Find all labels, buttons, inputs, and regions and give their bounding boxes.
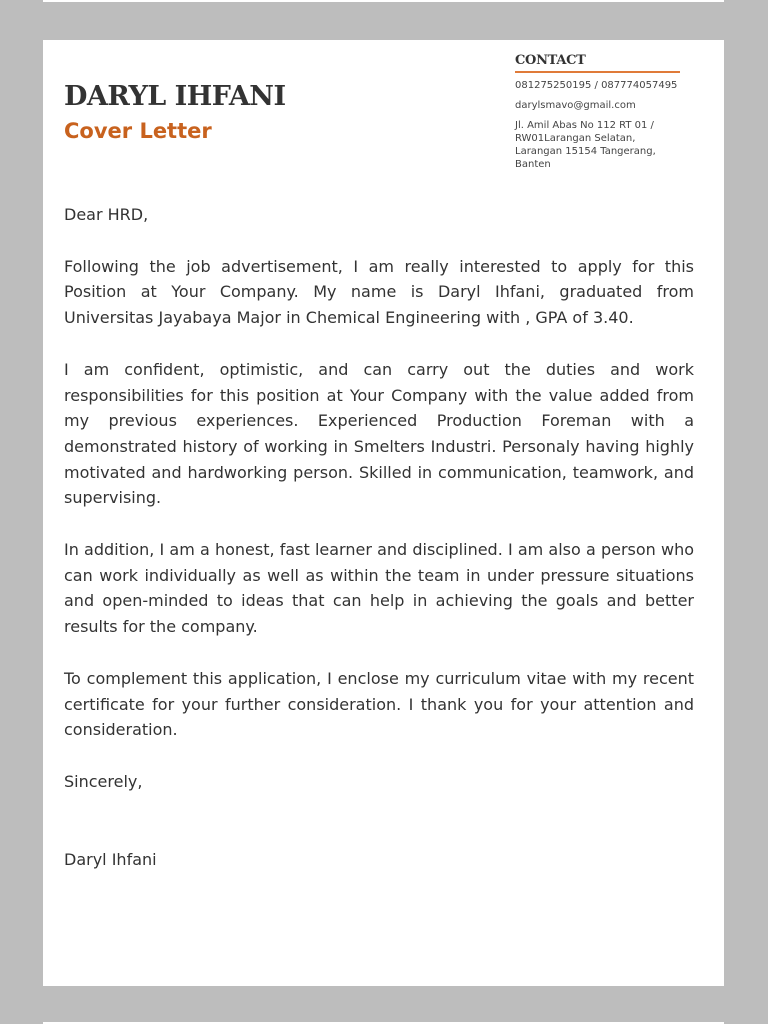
paragraph-enclosure: To complement this application, I enclose my curriculum vitae with my recent certificate for your further consideration. I thank you for your attention and consideration.	[64, 668, 694, 740]
contact-address: Jl. Amil Abas No 112 RT 01 / RW01Larangan Selatan, Larangan 15154 Tangerang, Banten	[515, 120, 656, 170]
document-title: Cover Letter	[64, 119, 212, 143]
paragraph-qualities: In addition, I am a honest, fast learner and disciplined. I am also a person who can work individually as well as within the team in under pressure situations and open-minded to ideas that can help in achieving the goals and better results for the company.	[64, 540, 694, 637]
document-page	[43, 40, 724, 986]
signature-name: Daryl Ihfani	[64, 849, 157, 869]
contact-email: darylsmavo@gmail.com	[515, 100, 636, 111]
closing: Sincerely,	[64, 771, 143, 791]
contact-divider	[515, 71, 680, 73]
paragraph-experience: I am confident, optimistic, and can carry out the duties and work responsibilities for this position at Your Company with the value added from my previous experiences. Experienced Production Foreman with a demonstrated history of working in Smelters Industri. Personaly having highly motivated and hardworking person. Skilled in communication, teamwork, and supervising.	[64, 359, 694, 508]
letter-body	[64, 202, 694, 872]
top-divider	[43, 0, 724, 2]
salutation: Dear HRD,	[64, 205, 149, 224]
paragraph-intro: Following the job advertisement, I am really interested to apply for this Position at Your Company. My name is Daryl Ihfani, graduated from Universitas Jayabaya Major in Chemical Engineering with , GPA of 3.40.	[64, 256, 694, 328]
contact-phone: 081275250195 / 087774057495	[515, 80, 678, 91]
contact-heading: CONTACT	[515, 53, 586, 68]
applicant-name: DARYL IHFANI	[64, 81, 286, 112]
contact-section	[515, 53, 680, 171]
